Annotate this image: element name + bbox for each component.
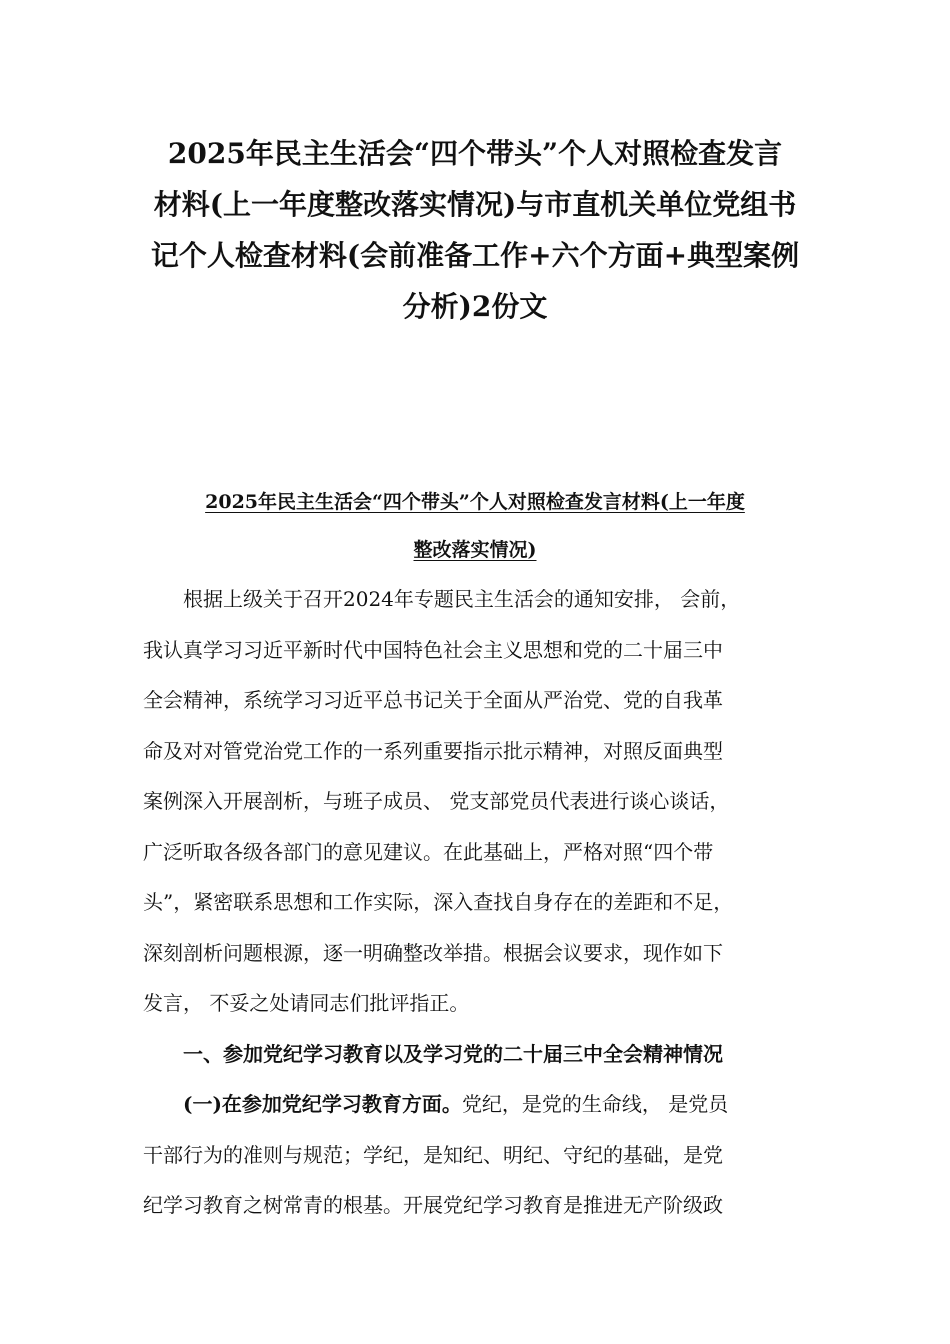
subheading-paragraph-line — [143, 1079, 823, 1130]
heading-one: 一、参加党纪学习教育以及学习党的二十届三中全会精神情况 — [183, 1041, 723, 1066]
document-title-line: 2025年民主生活会“四个带头”个人对照检查发言 — [167, 137, 783, 170]
document-body — [143, 574, 823, 1231]
section-title-line: 2025年民主生活会“四个带头”个人对照检查发言材料(上一年度 — [205, 491, 745, 513]
paragraph-line: 我认真学习习近平新时代中国特色社会主义思想和党的二十届三中 — [143, 637, 723, 662]
paragraph-line: 头”，紧密联系思想和工作实际，深入查找自身存在的差距和不足， — [143, 890, 734, 914]
paragraph-line: 干部行为的准则与规范；学纪，是知纪、明纪、守纪的基础，是党 — [143, 1142, 723, 1167]
subheading-one: (一)在参加党纪学习教育方面。 — [183, 1092, 462, 1116]
document-title-line: 分析)2份文 — [402, 290, 548, 323]
subheading-paragraph-text: 党纪，是党的生命线， 是党员 — [461, 1092, 729, 1116]
paragraph-line: 全会精神，系统学习习近平总书记关于全面从严治党、党的自我革 — [143, 688, 723, 712]
paragraph-line: 深刻剖析问题根源，逐一明确整改举措。根据会议要求，现作如下 — [143, 940, 723, 965]
section-title — [140, 478, 810, 574]
document-title-line: 材料(上一年度整改落实情况)与市直机关单位党组书 — [153, 188, 797, 221]
paragraph-line: 广泛听取各级各部门的意见建议。在此基础上，严格对照“四个带 — [143, 839, 714, 864]
paragraph-line: 根据上级关于召开2024年专题民主生活会的通知安排， 会前， — [183, 587, 741, 611]
document-title-line: 记个人检查材料(会前准备工作+六个方面+典型案例 — [150, 239, 800, 272]
paragraph-line: 案例深入开展剖析，与班子成员、 党支部党员代表进行谈心谈话， — [143, 789, 730, 813]
section-title-line: 整改落实情况) — [413, 539, 537, 561]
document-title — [140, 128, 810, 332]
paragraph-line: 命及对对管党治党工作的一系列重要指示批示精神，对照反面典型 — [143, 738, 723, 763]
paragraph-line: 发言， 不妥之处请同志们批评指正。 — [143, 991, 470, 1015]
paragraph-line: 纪学习教育之树常青的根基。开展党纪学习教育是推进无产阶级政 — [143, 1193, 723, 1217]
